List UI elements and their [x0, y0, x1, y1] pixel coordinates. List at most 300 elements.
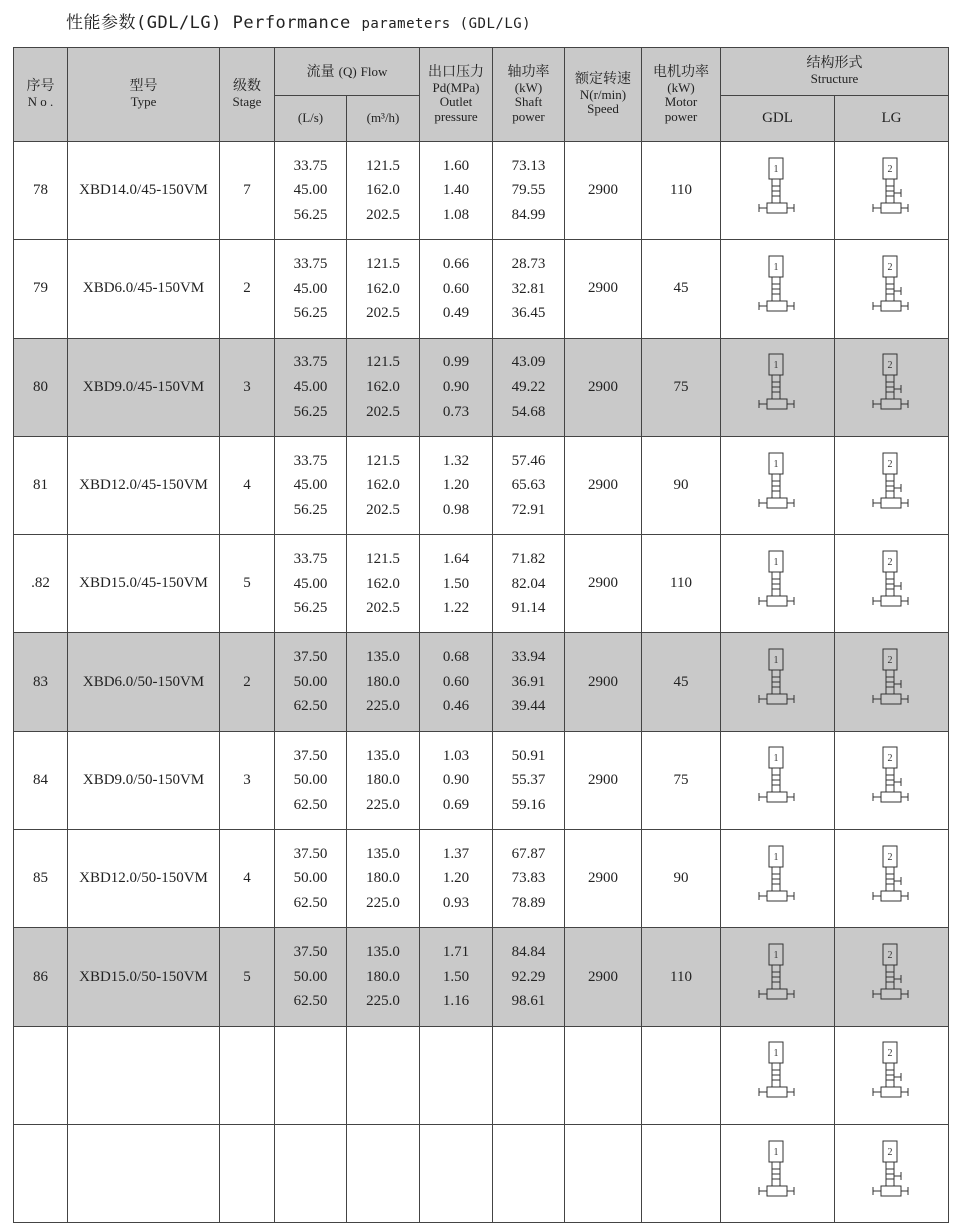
cell-pd	[420, 338, 493, 436]
table-row	[14, 830, 949, 928]
gdl-symbol-number: 1	[773, 851, 778, 863]
cell-speed: 2900	[565, 535, 642, 633]
cell-shaft-value: 50.91	[511, 747, 546, 764]
cell-pd-value: 1.08	[442, 206, 470, 223]
lg-symbol-number: 2	[887, 753, 892, 765]
cell-type: XBD12.0/50-150VM	[68, 830, 220, 928]
cell-m3h-value	[347, 1088, 419, 1113]
gdl-symbol-number: 1	[773, 261, 778, 273]
lg-symbol-number: 2	[887, 556, 892, 568]
cell-stage: 3	[220, 338, 275, 436]
table-row	[14, 436, 949, 534]
header-type: 型号 Type	[68, 48, 220, 142]
cell-shaft-value: 71.82	[511, 550, 546, 567]
cell-shaft-value: 43.09	[511, 354, 546, 371]
table-row	[14, 1026, 949, 1124]
cell-no: 78	[14, 142, 68, 240]
cell-pd-value: 0.60	[442, 673, 470, 690]
cell-m3h-value: 202.5	[366, 305, 400, 322]
cell-stage	[220, 1026, 275, 1124]
cell-ls-value	[275, 1063, 346, 1088]
cell-shaft	[493, 1124, 565, 1222]
lg-pump-symbol-icon	[870, 352, 914, 422]
cell-gdl-structure	[721, 731, 835, 829]
cell-pd	[420, 436, 493, 534]
cell-m3h-value: 225.0	[366, 698, 400, 715]
cell-type: XBD9.0/50-150VM	[68, 731, 220, 829]
cell-lg-structure	[835, 1026, 949, 1124]
cell-pd	[420, 633, 493, 731]
cell-ls	[275, 633, 347, 731]
cell-pd-value: 1.60	[442, 157, 470, 174]
cell-ls-value: 56.25	[293, 403, 328, 420]
cell-shaft-value: 59.16	[511, 796, 546, 813]
cell-ls-value: 45.00	[293, 477, 328, 494]
header-flow-ls: (L/s)	[275, 96, 347, 142]
cell-motor: 45	[642, 633, 721, 731]
cell-pd-value: 0.98	[442, 501, 470, 518]
cell-m3h	[347, 928, 420, 1026]
cell-pd-value: 0.60	[442, 280, 470, 297]
cell-lg-structure	[835, 436, 949, 534]
cell-pd	[420, 1026, 493, 1124]
cell-gdl-structure	[721, 240, 835, 338]
cell-motor: 110	[642, 928, 721, 1026]
cell-pd-value: 0.90	[442, 772, 470, 789]
cell-gdl-structure	[721, 1124, 835, 1222]
cell-pd-value: 0.73	[442, 403, 470, 420]
cell-motor: 110	[642, 142, 721, 240]
cell-gdl-structure	[721, 142, 835, 240]
cell-stage: 7	[220, 142, 275, 240]
lg-pump-symbol-icon	[870, 254, 914, 324]
header-speed: 额定转速 N(r/min) Speed	[565, 48, 642, 142]
cell-ls-value: 56.25	[293, 206, 328, 223]
cell-ls-value	[275, 1161, 346, 1186]
cell-m3h-value	[347, 1038, 419, 1063]
cell-shaft	[493, 535, 565, 633]
cell-shaft	[493, 830, 565, 928]
cell-pd-value: 1.71	[442, 944, 470, 961]
cell-shaft	[493, 240, 565, 338]
gdl-symbol-number: 1	[773, 163, 778, 175]
cell-m3h	[347, 830, 420, 928]
cell-gdl-structure	[721, 928, 835, 1026]
cell-no: .82	[14, 535, 68, 633]
cell-shaft	[493, 633, 565, 731]
cell-shaft	[493, 436, 565, 534]
gdl-symbol-number: 1	[773, 458, 778, 470]
cell-ls-value	[275, 1186, 346, 1211]
gdl-pump-symbol-icon	[756, 745, 800, 815]
cell-m3h-value: 202.5	[366, 600, 400, 617]
cell-shaft-value: 54.68	[511, 403, 546, 420]
cell-m3h-value: 162.0	[366, 280, 400, 297]
cell-m3h-value: 162.0	[366, 378, 400, 395]
cell-shaft-value: 98.61	[511, 993, 546, 1010]
cell-ls	[275, 1124, 347, 1222]
header-motor-power: 电机功率 (kW) Motor power	[642, 48, 721, 142]
cell-speed: 2900	[565, 633, 642, 731]
cell-pd-value	[420, 1063, 492, 1088]
cell-stage: 2	[220, 240, 275, 338]
table-body	[14, 142, 949, 1223]
cell-m3h-value	[347, 1137, 419, 1162]
cell-pd-value: 0.68	[442, 649, 470, 666]
cell-shaft-value: 28.73	[511, 256, 546, 273]
page-title	[66, 8, 531, 33]
cell-shaft	[493, 928, 565, 1026]
table-row	[14, 240, 949, 338]
lg-pump-symbol-icon	[870, 844, 914, 914]
cell-pd	[420, 830, 493, 928]
cell-m3h-value: 162.0	[366, 477, 400, 494]
cell-type	[68, 1124, 220, 1222]
cell-pd-value: 1.20	[442, 477, 470, 494]
cell-m3h-value: 162.0	[366, 182, 400, 199]
cell-m3h-value: 121.5	[366, 157, 400, 174]
cell-pd-value: 0.69	[442, 796, 470, 813]
cell-type: XBD6.0/45-150VM	[68, 240, 220, 338]
cell-lg-structure	[835, 142, 949, 240]
table-row	[14, 338, 949, 436]
cell-stage	[220, 1124, 275, 1222]
page-title-main: 性能参数(GDL/LG) Performance	[66, 13, 351, 33]
cell-speed: 2900	[565, 830, 642, 928]
cell-pd	[420, 1124, 493, 1222]
cell-m3h-value: 121.5	[366, 354, 400, 371]
lg-pump-symbol-icon	[870, 156, 914, 226]
cell-m3h-value	[347, 1063, 419, 1088]
lg-pump-symbol-icon	[870, 549, 914, 619]
header-stage: 级数 Stage	[220, 48, 275, 142]
lg-symbol-number: 2	[887, 261, 892, 273]
cell-m3h	[347, 633, 420, 731]
cell-ls-value: 56.25	[293, 600, 328, 617]
cell-stage: 2	[220, 633, 275, 731]
cell-pd-value: 1.32	[442, 452, 470, 469]
cell-ls	[275, 142, 347, 240]
header-gdl: GDL	[721, 96, 835, 142]
cell-no: 83	[14, 633, 68, 731]
gdl-symbol-number: 1	[773, 753, 778, 765]
cell-shaft-value: 65.63	[511, 477, 546, 494]
lg-pump-symbol-icon	[870, 1139, 914, 1209]
cell-shaft	[493, 338, 565, 436]
table-row	[14, 535, 949, 633]
cell-shaft-value: 79.55	[511, 182, 546, 199]
cell-gdl-structure	[721, 535, 835, 633]
lg-symbol-number: 2	[887, 1048, 892, 1060]
cell-m3h-value	[347, 1161, 419, 1186]
cell-pd-value: 1.40	[442, 182, 470, 199]
cell-m3h	[347, 240, 420, 338]
cell-ls-value: 50.00	[293, 673, 328, 690]
cell-m3h-value: 180.0	[366, 968, 400, 985]
cell-shaft-value	[493, 1186, 564, 1211]
cell-m3h-value: 135.0	[366, 747, 400, 764]
gdl-symbol-number: 1	[773, 655, 778, 667]
cell-gdl-structure	[721, 1026, 835, 1124]
cell-pd-value	[420, 1088, 492, 1113]
cell-m3h	[347, 436, 420, 534]
cell-m3h-value: 135.0	[366, 944, 400, 961]
gdl-pump-symbol-icon	[756, 844, 800, 914]
gdl-pump-symbol-icon	[756, 156, 800, 226]
cell-speed: 2900	[565, 240, 642, 338]
table-row	[14, 928, 949, 1026]
cell-shaft-value: 36.91	[511, 673, 546, 690]
cell-pd-value: 0.66	[442, 256, 470, 273]
gdl-pump-symbol-icon	[756, 1040, 800, 1110]
gdl-pump-symbol-icon	[756, 1139, 800, 1209]
cell-shaft-value: 73.83	[511, 870, 546, 887]
cell-pd-value: 0.46	[442, 698, 470, 715]
lg-symbol-number: 2	[887, 1146, 892, 1158]
cell-ls-value: 33.75	[293, 157, 328, 174]
cell-ls-value: 45.00	[293, 280, 328, 297]
cell-ls-value: 37.50	[293, 649, 328, 666]
cell-gdl-structure	[721, 338, 835, 436]
cell-ls-value: 50.00	[293, 870, 328, 887]
cell-pd-value: 1.16	[442, 993, 470, 1010]
cell-ls	[275, 240, 347, 338]
header-outlet-pressure: 出口压力 Pd(MPa) Outlet pressure	[420, 48, 493, 142]
cell-type	[68, 1026, 220, 1124]
gdl-pump-symbol-icon	[756, 549, 800, 619]
cell-motor	[642, 1026, 721, 1124]
cell-motor: 90	[642, 436, 721, 534]
cell-m3h-value: 135.0	[366, 845, 400, 862]
lg-symbol-number: 2	[887, 851, 892, 863]
lg-pump-symbol-icon	[870, 451, 914, 521]
cell-m3h	[347, 338, 420, 436]
cell-ls-value	[275, 1038, 346, 1063]
cell-shaft-value: 39.44	[511, 698, 546, 715]
cell-shaft-value: 49.22	[511, 378, 546, 395]
cell-ls	[275, 830, 347, 928]
header-flow-m3h: (m³/h)	[347, 96, 420, 142]
cell-m3h-value: 121.5	[366, 550, 400, 567]
gdl-pump-symbol-icon	[756, 254, 800, 324]
cell-pd-value: 1.20	[442, 870, 470, 887]
cell-pd-value: 0.90	[442, 378, 470, 395]
cell-shaft-value	[493, 1088, 564, 1113]
cell-ls-value	[275, 1137, 346, 1162]
cell-ls-value: 33.75	[293, 452, 328, 469]
lg-pump-symbol-icon	[870, 1040, 914, 1110]
cell-ls-value: 45.00	[293, 182, 328, 199]
cell-pd-value	[420, 1161, 492, 1186]
cell-lg-structure	[835, 338, 949, 436]
lg-symbol-number: 2	[887, 458, 892, 470]
header-flow: 流量 (Q) Flow	[275, 48, 420, 96]
cell-motor: 45	[642, 240, 721, 338]
cell-lg-structure	[835, 633, 949, 731]
cell-shaft-value: 91.14	[511, 600, 546, 617]
lg-pump-symbol-icon	[870, 745, 914, 815]
cell-speed	[565, 1124, 642, 1222]
cell-speed: 2900	[565, 731, 642, 829]
cell-m3h-value: 180.0	[366, 772, 400, 789]
cell-m3h-value: 121.5	[366, 452, 400, 469]
cell-ls-value	[275, 1088, 346, 1113]
cell-pd	[420, 928, 493, 1026]
cell-ls-value: 33.75	[293, 550, 328, 567]
cell-pd-value: 1.64	[442, 550, 470, 567]
cell-m3h-value: 180.0	[366, 673, 400, 690]
cell-no: 79	[14, 240, 68, 338]
cell-ls	[275, 928, 347, 1026]
cell-ls-value: 33.75	[293, 354, 328, 371]
cell-m3h-value: 202.5	[366, 403, 400, 420]
cell-shaft-value: 33.94	[511, 649, 546, 666]
cell-lg-structure	[835, 731, 949, 829]
gdl-symbol-number: 1	[773, 950, 778, 962]
gdl-pump-symbol-icon	[756, 352, 800, 422]
cell-m3h-value: 180.0	[366, 870, 400, 887]
cell-no	[14, 1124, 68, 1222]
cell-motor: 75	[642, 731, 721, 829]
cell-ls-value: 56.25	[293, 501, 328, 518]
cell-shaft-value: 72.91	[511, 501, 546, 518]
cell-m3h	[347, 1026, 420, 1124]
cell-motor: 90	[642, 830, 721, 928]
cell-shaft-value: 67.87	[511, 845, 546, 862]
cell-m3h-value: 121.5	[366, 256, 400, 273]
cell-motor: 110	[642, 535, 721, 633]
cell-pd-value: 1.03	[442, 747, 470, 764]
cell-type: XBD6.0/50-150VM	[68, 633, 220, 731]
cell-pd	[420, 535, 493, 633]
cell-ls	[275, 1026, 347, 1124]
cell-speed: 2900	[565, 928, 642, 1026]
cell-m3h-value: 202.5	[366, 501, 400, 518]
table-row	[14, 1124, 949, 1222]
cell-shaft-value: 57.46	[511, 452, 546, 469]
cell-shaft-value: 73.13	[511, 157, 546, 174]
cell-ls-value: 62.50	[293, 993, 328, 1010]
cell-m3h-value	[347, 1186, 419, 1211]
lg-pump-symbol-icon	[870, 647, 914, 717]
cell-pd-value	[420, 1137, 492, 1162]
gdl-symbol-number: 1	[773, 1146, 778, 1158]
cell-pd-value: 1.37	[442, 845, 470, 862]
cell-shaft-value	[493, 1038, 564, 1063]
cell-ls-value: 62.50	[293, 698, 328, 715]
cell-ls	[275, 436, 347, 534]
cell-shaft-value: 92.29	[511, 968, 546, 985]
table-row	[14, 633, 949, 731]
cell-no: 81	[14, 436, 68, 534]
cell-shaft-value: 36.45	[511, 305, 546, 322]
cell-shaft-value: 78.89	[511, 895, 546, 912]
cell-pd	[420, 142, 493, 240]
cell-motor	[642, 1124, 721, 1222]
cell-stage: 4	[220, 436, 275, 534]
cell-pd-value: 1.50	[442, 968, 470, 985]
gdl-symbol-number: 1	[773, 360, 778, 372]
gdl-pump-symbol-icon	[756, 942, 800, 1012]
cell-ls	[275, 338, 347, 436]
header-lg: LG	[835, 96, 949, 142]
cell-speed: 2900	[565, 142, 642, 240]
gdl-pump-symbol-icon	[756, 647, 800, 717]
performance-table	[13, 47, 949, 1223]
cell-pd-value	[420, 1186, 492, 1211]
cell-shaft-value: 32.81	[511, 280, 546, 297]
cell-ls-value: 37.50	[293, 845, 328, 862]
cell-gdl-structure	[721, 633, 835, 731]
cell-pd-value: 0.93	[442, 895, 470, 912]
cell-type: XBD12.0/45-150VM	[68, 436, 220, 534]
lg-symbol-number: 2	[887, 163, 892, 175]
cell-type: XBD15.0/50-150VM	[68, 928, 220, 1026]
cell-lg-structure	[835, 830, 949, 928]
cell-lg-structure	[835, 1124, 949, 1222]
cell-lg-structure	[835, 535, 949, 633]
header-no: 序号 N o .	[14, 48, 68, 142]
cell-shaft-value: 82.04	[511, 575, 546, 592]
cell-m3h-value: 225.0	[366, 895, 400, 912]
cell-no: 85	[14, 830, 68, 928]
lg-symbol-number: 2	[887, 950, 892, 962]
cell-no: 80	[14, 338, 68, 436]
cell-ls-value: 62.50	[293, 796, 328, 813]
lg-symbol-number: 2	[887, 360, 892, 372]
cell-shaft-value: 84.84	[511, 944, 546, 961]
cell-ls-value: 56.25	[293, 305, 328, 322]
table-header	[14, 48, 949, 142]
cell-pd-value	[420, 1038, 492, 1063]
page-title-sub: parameters (GDL/LG)	[361, 16, 532, 32]
cell-pd	[420, 240, 493, 338]
cell-ls-value: 45.00	[293, 378, 328, 395]
cell-pd-value: 1.22	[442, 600, 470, 617]
lg-symbol-number: 2	[887, 655, 892, 667]
cell-ls-value: 62.50	[293, 895, 328, 912]
cell-stage: 5	[220, 535, 275, 633]
cell-no: 86	[14, 928, 68, 1026]
cell-m3h	[347, 535, 420, 633]
gdl-symbol-number: 1	[773, 1048, 778, 1060]
header-structure: 结构形式 Structure	[721, 48, 949, 96]
cell-shaft-value: 84.99	[511, 206, 546, 223]
cell-stage: 3	[220, 731, 275, 829]
cell-ls-value: 37.50	[293, 747, 328, 764]
cell-shaft-value: 55.37	[511, 772, 546, 789]
cell-no	[14, 1026, 68, 1124]
cell-shaft-value	[493, 1137, 564, 1162]
cell-pd-value: 0.49	[442, 305, 470, 322]
header-shaft-power: 轴功率 (kW) Shaft power	[493, 48, 565, 142]
cell-no: 84	[14, 731, 68, 829]
cell-ls-value: 37.50	[293, 944, 328, 961]
cell-ls-value: 50.00	[293, 968, 328, 985]
cell-m3h-value: 225.0	[366, 796, 400, 813]
cell-lg-structure	[835, 240, 949, 338]
cell-ls-value: 33.75	[293, 256, 328, 273]
lg-pump-symbol-icon	[870, 942, 914, 1012]
cell-ls	[275, 535, 347, 633]
cell-lg-structure	[835, 928, 949, 1026]
cell-speed	[565, 1026, 642, 1124]
cell-speed: 2900	[565, 338, 642, 436]
cell-m3h-value: 162.0	[366, 575, 400, 592]
cell-ls-value: 50.00	[293, 772, 328, 789]
cell-m3h	[347, 1124, 420, 1222]
cell-type: XBD14.0/45-150VM	[68, 142, 220, 240]
